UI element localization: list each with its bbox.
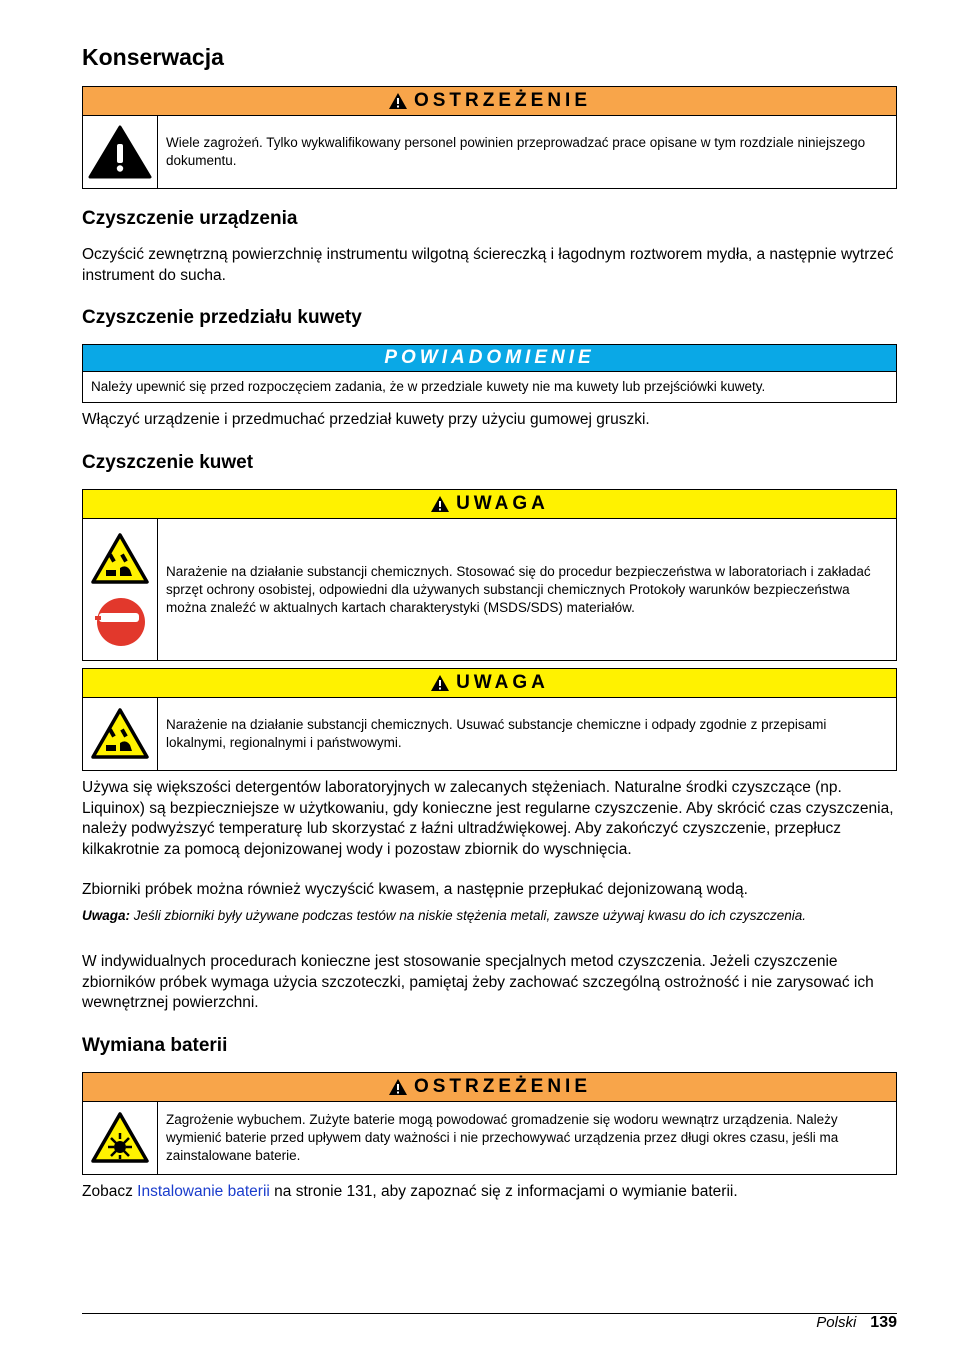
warning-box-battery xyxy=(82,1072,897,1175)
caution-header-1 xyxy=(83,490,896,519)
footer xyxy=(816,1314,897,1332)
warning-icon-cell xyxy=(83,116,158,188)
battery-reference-paragraph xyxy=(82,1182,897,1203)
protective-eyewear-icon xyxy=(93,596,147,648)
notice-text: Należy upewnić się przed rozpoczęciem zadania, że w przedziale kuwety nie ma kuwety lub przejściówki kuwety. xyxy=(91,379,766,394)
section-heading-cuvette-compartment: Czyszczenie przedziału kuwety xyxy=(82,307,362,328)
caution-icon-cell xyxy=(83,519,158,660)
note-label: Uwaga: xyxy=(82,908,131,923)
cuvette-cleaning-paragraph-2: Zbiorniki próbek można również wyczyścić kwasem, a następnie przepłukać dejonizowaną wodą. xyxy=(82,881,748,898)
warning-triangle-icon xyxy=(388,92,408,110)
notice-box xyxy=(82,344,897,403)
note-text: Jeśli zbiorniki były używane podczas testów na niskie stężenia metali, zawsze używaj kwasu do ich czyszczenia. xyxy=(130,908,807,923)
warning-text: Wiele zagrożeń. Tylko wykwalifikowany personel powinien przeprowadzać prace opisane w tym rozdziale niniejszego dokumentu. xyxy=(166,135,866,168)
warning-header-label: OSTRZEŻENIE xyxy=(413,1076,591,1097)
chemical-hazard-icon xyxy=(90,707,150,761)
warning-text-battery: Zagrożenie wybuchem. Zużyte baterie mogą powodować gromadzenie się wodoru wewnątrz urządzenia. Należy wymienić baterie przed upływem daty ważności i nie przechowywać urządzenia przez długi okres czasu, jeśli ma zainstalowane baterie. xyxy=(166,1112,839,1163)
warning-triangle-icon xyxy=(430,674,450,692)
caution-icon-cell xyxy=(83,698,158,770)
cuvette-cleaning-paragraph-3: W indywidualnych procedurach konieczne jest stosowanie specjalnych metod czyszczenia. Jeżeli czyszczenie zbiorników próbek wymaga użycia szczoteczki, pamiętaj żeby zachować szczególną ostrożność i nie zarysować ich wewnętrznej powierzchni. xyxy=(82,953,874,1011)
notice-header xyxy=(83,345,896,372)
reference-text-after: na stronie 131, aby zapoznać się z informacjami o wymianie baterii. xyxy=(269,1183,738,1200)
warning-triangle-icon xyxy=(388,1078,408,1096)
caution-text-1: Narażenie na działanie substancji chemicznych. Stosować się do procedur bezpieczeństwa w laboratoriach i zakładać sprzęt ochrony osobistej, odpowiedni dla używanych substancji chemicznych Protokoły warunków bezpieczeństwa można znaleźć w aktualnych kartach charakterystyki (MSDS/SDS) materiałów. xyxy=(166,563,871,615)
warning-icon-cell xyxy=(83,1102,158,1174)
note xyxy=(82,907,897,925)
warning-header-battery xyxy=(83,1073,896,1102)
caution-header-label: UWAGA xyxy=(456,672,549,693)
caution-box-2 xyxy=(82,668,897,771)
install-battery-link[interactable]: Instalowanie baterii xyxy=(137,1183,270,1200)
page-number: 139 xyxy=(870,1314,897,1331)
section-heading-battery-replacement: Wymiana baterii xyxy=(82,1035,228,1056)
warning-header xyxy=(83,87,896,116)
section-heading-device-cleaning: Czyszczenie urządzenia xyxy=(82,208,298,229)
explosion-hazard-icon xyxy=(90,1111,150,1165)
warning-box xyxy=(82,86,897,189)
footer-divider xyxy=(82,1313,897,1314)
caution-header-2 xyxy=(83,669,896,698)
footer-language: Polski xyxy=(816,1314,857,1331)
cuvette-compartment-paragraph: Włączyć urządzenie i przedmuchać przedział kuwety przy użyciu gumowej gruszki. xyxy=(82,411,650,428)
warning-header-label: OSTRZEŻENIE xyxy=(413,90,591,111)
warning-triangle-icon xyxy=(430,495,450,513)
notice-header-label: POWIADOMIENIE xyxy=(384,347,595,368)
section-heading-cuvette-cleaning: Czyszczenie kuwet xyxy=(82,452,254,473)
caution-header-label: UWAGA xyxy=(456,493,549,514)
cuvette-cleaning-paragraph-1: Używa się większości detergentów laboratoryjnych w zalecanych stężeniach. Naturalne środki czyszczące (np. Liquinox) są bezpieczniejsze w użytkowaniu, gdy konieczne jest regularne czyszczenie. Aby skrócić czas czyszczenia, należy podwyższyć temperaturę lub skorzystać z łaźni ultradźwiękowej. Aby zakończyć czyszczenie, przepłucz kilkakrotnie za pomocą dejonizowanej wody i pozostaw zbiornik do wyschnięcia. xyxy=(82,779,894,858)
device-cleaning-paragraph: Oczyścić zewnętrzną powierzchnię instrumentu wilgotną ściereczką i łagodnym roztworem mydła, a następnie wytrzeć instrument do sucha. xyxy=(82,246,894,284)
caution-text-2: Narażenie na działanie substancji chemicznych. Usuwać substancje chemiczne i odpady zgodnie z przepisami lokalnymi, regionalnymi i państwowymi. xyxy=(166,717,827,750)
chemical-hazard-icon xyxy=(90,532,150,586)
page-title: Konserwacja xyxy=(82,44,224,70)
general-hazard-icon xyxy=(88,124,152,180)
reference-text-before: Zobacz xyxy=(82,1183,138,1200)
caution-box-1 xyxy=(82,489,897,661)
